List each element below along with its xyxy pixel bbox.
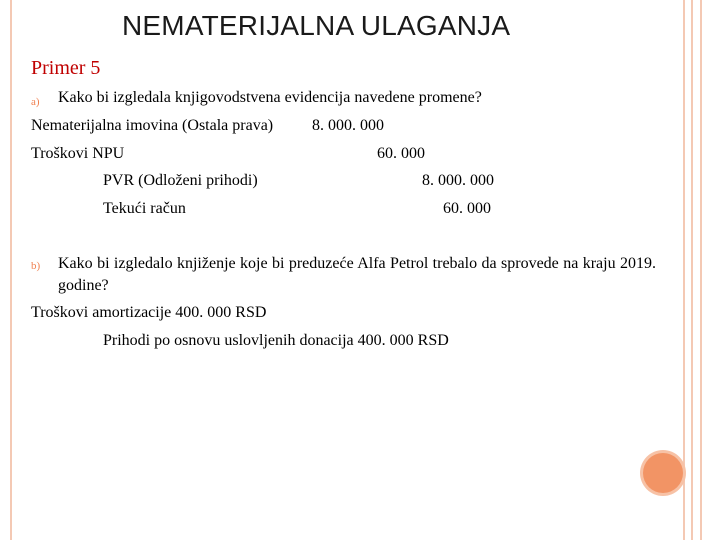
frame-line-right-2 (691, 0, 693, 540)
entry-a-1-account: Nematerijalna imovina (Ostala prava) (31, 117, 274, 134)
entry-a-1-amount: 8. 000. 000 (312, 117, 384, 134)
entry-a-3-amount: 8. 000. 000 (422, 172, 494, 189)
entry-b-2: Prihodi po osnovu uslovljenih donacija 400. 000 RSD (103, 332, 449, 349)
item-b-question: Kako bi izgledalo knjiženje koje bi preduzeće Alfa Petrol trebalo da sprovede na kraju 2019. godine? (58, 255, 656, 294)
entry-a-4-amount: 60. 000 (443, 200, 491, 217)
frame-line-right-1 (683, 0, 685, 540)
entry-b-1: Troškovi amortizacije 400. 000 RSD (31, 304, 267, 321)
item-a-question: Kako bi izgledala knjigovodstvena evidencija navedene promene? (58, 89, 482, 106)
decorative-circle-icon (643, 453, 683, 493)
entry-a-2-amount: 60. 000 (377, 145, 425, 162)
entry-a-2-account: Troškovi NPU (31, 145, 125, 162)
entry-a-3-account: PVR (Odloženi prihodi) (103, 172, 258, 189)
slide-title: NEMATERIJALNA ULAGANJA (122, 10, 511, 41)
frame-line-right-3 (700, 0, 702, 540)
item-b-marker: b) (31, 260, 41, 272)
entry-a-4-account: Tekući račun (103, 200, 186, 217)
slide-subtitle: Primer 5 (31, 57, 101, 79)
frame-line-left (10, 0, 12, 540)
item-a-marker: a) (31, 96, 40, 108)
